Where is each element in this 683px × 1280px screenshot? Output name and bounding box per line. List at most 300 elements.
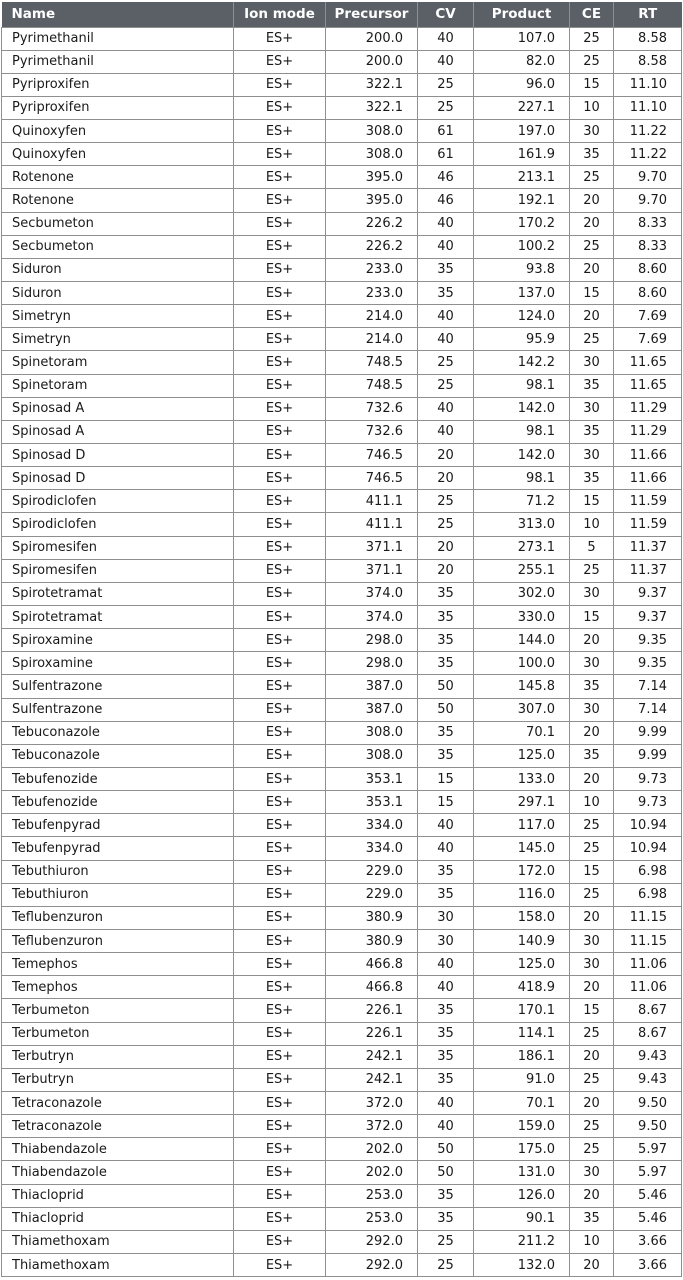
cell-ion-mode: ES+: [234, 96, 326, 119]
cell-ion-mode: ES+: [234, 791, 326, 814]
cell-rt: 6.98: [614, 860, 682, 883]
cell-precursor: 334.0: [326, 814, 418, 837]
cell-product: 133.0: [474, 768, 570, 791]
cell-ion-mode: ES+: [234, 1253, 326, 1276]
cell-cv: 35: [418, 721, 474, 744]
cell-ion-mode: ES+: [234, 582, 326, 605]
cell-ion-mode: ES+: [234, 976, 326, 999]
cell-cv: 40: [418, 212, 474, 235]
cell-rt: 9.99: [614, 721, 682, 744]
cell-precursor: 233.0: [326, 258, 418, 281]
cell-ce: 25: [570, 166, 614, 189]
cell-product: 159.0: [474, 1115, 570, 1138]
cell-cv: 25: [418, 351, 474, 374]
cell-precursor: 242.1: [326, 1045, 418, 1068]
cell-precursor: 746.5: [326, 444, 418, 467]
cell-name: Temephos: [2, 953, 234, 976]
cell-rt: 8.33: [614, 212, 682, 235]
table-row: [2, 721, 682, 744]
cell-ce: 25: [570, 27, 614, 50]
cell-product: 158.0: [474, 906, 570, 929]
cell-ce: 15: [570, 999, 614, 1022]
cell-precursor: 374.0: [326, 606, 418, 629]
cell-ce: 25: [570, 1068, 614, 1091]
cell-product: 140.9: [474, 929, 570, 952]
cell-rt: 8.33: [614, 235, 682, 258]
cell-cv: 40: [418, 814, 474, 837]
cell-cv: 40: [418, 50, 474, 73]
cell-rt: 11.65: [614, 374, 682, 397]
cell-ce: 25: [570, 837, 614, 860]
cell-rt: 11.59: [614, 490, 682, 513]
cell-ion-mode: ES+: [234, 120, 326, 143]
cell-precursor: 226.2: [326, 235, 418, 258]
cell-product: 175.0: [474, 1138, 570, 1161]
cell-ce: 20: [570, 1091, 614, 1114]
table-row: [2, 351, 682, 374]
cell-precursor: 226.1: [326, 1022, 418, 1045]
cell-ce: 20: [570, 1184, 614, 1207]
cell-rt: 9.50: [614, 1091, 682, 1114]
cell-precursor: 202.0: [326, 1161, 418, 1184]
cell-product: 313.0: [474, 513, 570, 536]
cell-name: Quinoxyfen: [2, 143, 234, 166]
cell-cv: 50: [418, 1161, 474, 1184]
cell-product: 132.0: [474, 1253, 570, 1276]
cell-cv: 35: [418, 744, 474, 767]
cell-ce: 35: [570, 1207, 614, 1230]
table-row: [2, 860, 682, 883]
cell-ce: 15: [570, 606, 614, 629]
cell-name: Secbumeton: [2, 212, 234, 235]
cell-cv: 20: [418, 536, 474, 559]
cell-product: 172.0: [474, 860, 570, 883]
cell-ion-mode: ES+: [234, 1115, 326, 1138]
cell-ion-mode: ES+: [234, 1230, 326, 1253]
cell-precursor: 732.6: [326, 420, 418, 443]
table-header: [2, 2, 682, 27]
cell-precursor: 371.1: [326, 559, 418, 582]
table-row: [2, 536, 682, 559]
cell-name: Tebufenpyrad: [2, 814, 234, 837]
cell-product: 124.0: [474, 305, 570, 328]
cell-ion-mode: ES+: [234, 73, 326, 96]
cell-ion-mode: ES+: [234, 189, 326, 212]
cell-ce: 30: [570, 351, 614, 374]
cell-cv: 40: [418, 1115, 474, 1138]
table-row: [2, 698, 682, 721]
cell-cv: 40: [418, 1091, 474, 1114]
cell-precursor: 229.0: [326, 883, 418, 906]
cell-precursor: 200.0: [326, 27, 418, 50]
cell-rt: 8.58: [614, 27, 682, 50]
cell-ce: 35: [570, 675, 614, 698]
cell-name: Pyrimethanil: [2, 50, 234, 73]
cell-product: 307.0: [474, 698, 570, 721]
cell-rt: 7.69: [614, 328, 682, 351]
cell-ion-mode: ES+: [234, 999, 326, 1022]
cell-ce: 35: [570, 467, 614, 490]
cell-product: 126.0: [474, 1184, 570, 1207]
cell-precursor: 308.0: [326, 143, 418, 166]
cell-precursor: 380.9: [326, 929, 418, 952]
table-row: [2, 1022, 682, 1045]
cell-name: Terbutryn: [2, 1045, 234, 1068]
cell-rt: 5.46: [614, 1207, 682, 1230]
cell-ce: 25: [570, 1115, 614, 1138]
cell-product: 186.1: [474, 1045, 570, 1068]
table-row: [2, 1068, 682, 1091]
cell-name: Thiacloprid: [2, 1184, 234, 1207]
cell-ce: 25: [570, 883, 614, 906]
cell-ce: 15: [570, 73, 614, 96]
table-row: [2, 50, 682, 73]
cell-ion-mode: ES+: [234, 768, 326, 791]
cell-cv: 30: [418, 929, 474, 952]
cell-ion-mode: ES+: [234, 929, 326, 952]
cell-ion-mode: ES+: [234, 536, 326, 559]
cell-product: 211.2: [474, 1230, 570, 1253]
cell-ion-mode: ES+: [234, 328, 326, 351]
table-row: [2, 1138, 682, 1161]
cell-name: Teflubenzuron: [2, 929, 234, 952]
cell-product: 125.0: [474, 953, 570, 976]
cell-product: 114.1: [474, 1022, 570, 1045]
cell-cv: 46: [418, 189, 474, 212]
cell-ion-mode: ES+: [234, 744, 326, 767]
cell-rt: 11.22: [614, 143, 682, 166]
cell-ion-mode: ES+: [234, 883, 326, 906]
cell-rt: 9.37: [614, 582, 682, 605]
cell-rt: 9.35: [614, 652, 682, 675]
cell-ce: 25: [570, 1138, 614, 1161]
table-row: [2, 490, 682, 513]
table-row: [2, 582, 682, 605]
header-ce: CE: [570, 2, 614, 27]
cell-product: 297.1: [474, 791, 570, 814]
cell-precursor: 214.0: [326, 305, 418, 328]
cell-rt: 9.43: [614, 1045, 682, 1068]
cell-cv: 40: [418, 328, 474, 351]
cell-precursor: 202.0: [326, 1138, 418, 1161]
cell-product: 170.1: [474, 999, 570, 1022]
cell-cv: 40: [418, 235, 474, 258]
cell-ion-mode: ES+: [234, 629, 326, 652]
cell-product: 82.0: [474, 50, 570, 73]
cell-ion-mode: ES+: [234, 374, 326, 397]
cell-ce: 20: [570, 258, 614, 281]
cell-rt: 11.29: [614, 420, 682, 443]
cell-ce: 30: [570, 120, 614, 143]
cell-product: 107.0: [474, 27, 570, 50]
cell-ion-mode: ES+: [234, 698, 326, 721]
cell-ce: 5: [570, 536, 614, 559]
cell-rt: 11.22: [614, 120, 682, 143]
cell-ion-mode: ES+: [234, 860, 326, 883]
cell-name: Secbumeton: [2, 235, 234, 258]
cell-name: Spinetoram: [2, 374, 234, 397]
cell-ion-mode: ES+: [234, 143, 326, 166]
cell-ce: 20: [570, 721, 614, 744]
cell-cv: 46: [418, 166, 474, 189]
cell-cv: 15: [418, 791, 474, 814]
table-row: [2, 397, 682, 420]
cell-name: Spinosad D: [2, 444, 234, 467]
cell-rt: 6.98: [614, 883, 682, 906]
cell-ion-mode: ES+: [234, 1184, 326, 1207]
cell-cv: 35: [418, 1022, 474, 1045]
cell-name: Pyrimethanil: [2, 27, 234, 50]
cell-ce: 20: [570, 906, 614, 929]
cell-product: 302.0: [474, 582, 570, 605]
cell-rt: 5.97: [614, 1161, 682, 1184]
table-row: [2, 1161, 682, 1184]
cell-precursor: 411.1: [326, 513, 418, 536]
cell-ce: 25: [570, 1022, 614, 1045]
cell-precursor: 253.0: [326, 1207, 418, 1230]
cell-product: 117.0: [474, 814, 570, 837]
header-product: Product: [474, 2, 570, 27]
cell-name: Spinosad D: [2, 467, 234, 490]
cell-ion-mode: ES+: [234, 444, 326, 467]
cell-rt: 11.66: [614, 444, 682, 467]
cell-ion-mode: ES+: [234, 906, 326, 929]
cell-ce: 30: [570, 582, 614, 605]
cell-cv: 35: [418, 1184, 474, 1207]
cell-ce: 20: [570, 976, 614, 999]
cell-product: 142.0: [474, 444, 570, 467]
cell-ce: 30: [570, 444, 614, 467]
cell-precursor: 233.0: [326, 282, 418, 305]
cell-ce: 25: [570, 814, 614, 837]
cell-cv: 25: [418, 1230, 474, 1253]
table-row: [2, 328, 682, 351]
cell-name: Temephos: [2, 976, 234, 999]
cell-rt: 8.60: [614, 258, 682, 281]
cell-ion-mode: ES+: [234, 351, 326, 374]
cell-product: 145.8: [474, 675, 570, 698]
cell-ion-mode: ES+: [234, 397, 326, 420]
table-row: [2, 1045, 682, 1068]
cell-precursor: 308.0: [326, 744, 418, 767]
table-row: [2, 189, 682, 212]
cell-precursor: 308.0: [326, 120, 418, 143]
cell-rt: 10.94: [614, 837, 682, 860]
cell-product: 142.0: [474, 397, 570, 420]
cell-product: 418.9: [474, 976, 570, 999]
cell-precursor: 298.0: [326, 629, 418, 652]
cell-product: 70.1: [474, 1091, 570, 1114]
cell-cv: 40: [418, 420, 474, 443]
cell-product: 142.2: [474, 351, 570, 374]
table-row: [2, 444, 682, 467]
cell-rt: 8.58: [614, 50, 682, 73]
cell-cv: 35: [418, 258, 474, 281]
cell-name: Thiacloprid: [2, 1207, 234, 1230]
table-row: [2, 120, 682, 143]
cell-name: Tetraconazole: [2, 1091, 234, 1114]
cell-name: Thiamethoxam: [2, 1230, 234, 1253]
cell-product: 90.1: [474, 1207, 570, 1230]
cell-cv: 61: [418, 143, 474, 166]
table-row: [2, 814, 682, 837]
cell-product: 116.0: [474, 883, 570, 906]
cell-product: 98.1: [474, 467, 570, 490]
cell-product: 197.0: [474, 120, 570, 143]
cell-name: Thiabendazole: [2, 1161, 234, 1184]
header-cv: CV: [418, 2, 474, 27]
cell-product: 70.1: [474, 721, 570, 744]
cell-ion-mode: ES+: [234, 1068, 326, 1091]
cell-name: Tebufenozide: [2, 791, 234, 814]
cell-rt: 8.60: [614, 282, 682, 305]
cell-cv: 40: [418, 976, 474, 999]
table-row: [2, 420, 682, 443]
table-row: [2, 1253, 682, 1276]
cell-cv: 25: [418, 73, 474, 96]
cell-rt: 11.10: [614, 96, 682, 119]
cell-precursor: 292.0: [326, 1230, 418, 1253]
table-row: [2, 1207, 682, 1230]
cell-name: Siduron: [2, 258, 234, 281]
cell-precursor: 374.0: [326, 582, 418, 605]
cell-precursor: 229.0: [326, 860, 418, 883]
cell-rt: 11.29: [614, 397, 682, 420]
table-row: [2, 235, 682, 258]
cell-product: 255.1: [474, 559, 570, 582]
cell-name: Sulfentrazone: [2, 698, 234, 721]
cell-product: 131.0: [474, 1161, 570, 1184]
table-row: [2, 675, 682, 698]
cell-product: 213.1: [474, 166, 570, 189]
header-name: Name: [2, 2, 234, 27]
cell-name: Siduron: [2, 282, 234, 305]
cell-cv: 50: [418, 1138, 474, 1161]
cell-precursor: 353.1: [326, 768, 418, 791]
compound-table: [1, 2, 682, 1277]
cell-precursor: 200.0: [326, 50, 418, 73]
table-body: [2, 27, 682, 1277]
cell-ion-mode: ES+: [234, 606, 326, 629]
cell-name: Spirotetramat: [2, 606, 234, 629]
cell-rt: 7.69: [614, 305, 682, 328]
header-ion-mode: Ion mode: [234, 2, 326, 27]
cell-cv: 40: [418, 397, 474, 420]
cell-ion-mode: ES+: [234, 1022, 326, 1045]
cell-product: 273.1: [474, 536, 570, 559]
cell-ce: 20: [570, 768, 614, 791]
cell-ion-mode: ES+: [234, 212, 326, 235]
cell-ce: 35: [570, 374, 614, 397]
cell-precursor: 334.0: [326, 837, 418, 860]
cell-product: 71.2: [474, 490, 570, 513]
cell-rt: 9.99: [614, 744, 682, 767]
cell-cv: 15: [418, 768, 474, 791]
cell-rt: 9.73: [614, 791, 682, 814]
cell-product: 96.0: [474, 73, 570, 96]
cell-cv: 20: [418, 559, 474, 582]
cell-rt: 5.46: [614, 1184, 682, 1207]
cell-ion-mode: ES+: [234, 235, 326, 258]
cell-precursor: 746.5: [326, 467, 418, 490]
cell-name: Spiromesifen: [2, 536, 234, 559]
cell-precursor: 322.1: [326, 96, 418, 119]
cell-product: 100.2: [474, 235, 570, 258]
table-row: [2, 374, 682, 397]
cell-cv: 30: [418, 906, 474, 929]
cell-ce: 20: [570, 629, 614, 652]
cell-precursor: 353.1: [326, 791, 418, 814]
cell-ion-mode: ES+: [234, 953, 326, 976]
cell-rt: 11.06: [614, 976, 682, 999]
cell-ion-mode: ES+: [234, 1138, 326, 1161]
cell-ion-mode: ES+: [234, 559, 326, 582]
cell-ion-mode: ES+: [234, 814, 326, 837]
cell-precursor: 387.0: [326, 698, 418, 721]
cell-cv: 35: [418, 652, 474, 675]
table-row: [2, 27, 682, 50]
cell-cv: 50: [418, 675, 474, 698]
cell-ion-mode: ES+: [234, 1091, 326, 1114]
cell-cv: 35: [418, 860, 474, 883]
cell-precursor: 214.0: [326, 328, 418, 351]
cell-rt: 11.65: [614, 351, 682, 374]
cell-precursor: 371.1: [326, 536, 418, 559]
cell-ce: 25: [570, 50, 614, 73]
cell-precursor: 292.0: [326, 1253, 418, 1276]
cell-ce: 15: [570, 860, 614, 883]
cell-ce: 25: [570, 559, 614, 582]
cell-ion-mode: ES+: [234, 837, 326, 860]
cell-product: 98.1: [474, 420, 570, 443]
cell-ion-mode: ES+: [234, 166, 326, 189]
cell-precursor: 308.0: [326, 721, 418, 744]
cell-ce: 15: [570, 490, 614, 513]
cell-name: Rotenone: [2, 189, 234, 212]
table-row: [2, 1091, 682, 1114]
cell-precursor: 322.1: [326, 73, 418, 96]
cell-precursor: 372.0: [326, 1115, 418, 1138]
table-row: [2, 791, 682, 814]
table-row: [2, 467, 682, 490]
cell-name: Pyriproxifen: [2, 96, 234, 119]
cell-cv: 35: [418, 999, 474, 1022]
cell-name: Pyriproxifen: [2, 73, 234, 96]
cell-ce: 20: [570, 212, 614, 235]
cell-cv: 35: [418, 1207, 474, 1230]
cell-product: 91.0: [474, 1068, 570, 1091]
cell-ce: 30: [570, 652, 614, 675]
cell-ce: 30: [570, 929, 614, 952]
cell-ce: 30: [570, 397, 614, 420]
cell-ion-mode: ES+: [234, 420, 326, 443]
cell-rt: 9.70: [614, 166, 682, 189]
cell-name: Spiroxamine: [2, 629, 234, 652]
table-row: [2, 1184, 682, 1207]
cell-rt: 7.14: [614, 675, 682, 698]
cell-ce: 15: [570, 282, 614, 305]
table-row: [2, 883, 682, 906]
table-row: [2, 929, 682, 952]
cell-ce: 20: [570, 189, 614, 212]
table-row: [2, 96, 682, 119]
cell-cv: 25: [418, 490, 474, 513]
cell-rt: 9.50: [614, 1115, 682, 1138]
table-row: [2, 143, 682, 166]
cell-name: Simetryn: [2, 328, 234, 351]
table-row: [2, 744, 682, 767]
table-row: [2, 953, 682, 976]
